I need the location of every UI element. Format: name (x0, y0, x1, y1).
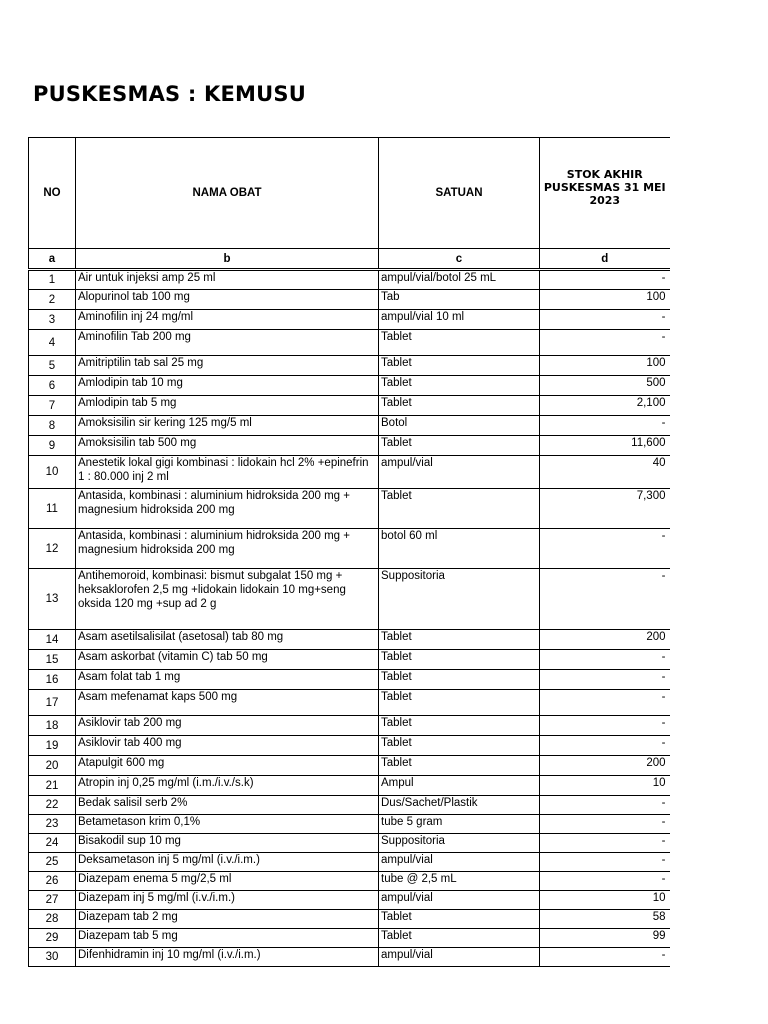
letter-row (29, 249, 670, 270)
cell-no: 23 (29, 815, 76, 834)
table-row (29, 569, 670, 630)
cell-satuan: Tablet (379, 650, 540, 670)
cell-no: 4 (29, 330, 76, 356)
table-row (29, 853, 670, 872)
cell-satuan: ampul/vial (379, 853, 540, 872)
cell-nama-obat: Asam mefenamat kaps 500 mg (76, 690, 379, 716)
table-row (29, 650, 670, 670)
cell-nama-obat: Asam asetilsalisilat (asetosal) tab 80 mg (76, 630, 379, 650)
cell-stok: 99 (540, 929, 670, 948)
cell-stok: - (540, 872, 670, 891)
cell-no: 8 (29, 416, 76, 436)
table-row (29, 948, 670, 967)
cell-no: 28 (29, 910, 76, 929)
cell-no: 26 (29, 872, 76, 891)
cell-stok: - (540, 716, 670, 736)
cell-no: 10 (29, 456, 76, 489)
cell-nama-obat: Anestetik lokal gigi kombinasi : lidokain hcl 2% +epinefrin 1 : 80.000 inj 2 ml (76, 456, 379, 489)
cell-satuan: Tablet (379, 396, 540, 416)
table-row (29, 736, 670, 756)
cell-satuan: Ampul (379, 776, 540, 796)
cell-no: 2 (29, 290, 76, 310)
cell-stok: 200 (540, 756, 670, 776)
cell-stok: 500 (540, 376, 670, 396)
cell-nama-obat: Asiklovir tab 400 mg (76, 736, 379, 756)
cell-no: 15 (29, 650, 76, 670)
cell-no: 21 (29, 776, 76, 796)
cell-satuan: Tablet (379, 630, 540, 650)
table-row (29, 796, 670, 815)
cell-stok: - (540, 529, 670, 569)
table-row (29, 872, 670, 891)
cell-satuan: Suppositoria (379, 834, 540, 853)
cell-nama-obat: Asam folat tab 1 mg (76, 670, 379, 690)
table-row (29, 436, 670, 456)
cell-satuan: Tablet (379, 736, 540, 756)
cell-nama-obat: Asiklovir tab 200 mg (76, 716, 379, 736)
cell-nama-obat: Amlodipin tab 10 mg (76, 376, 379, 396)
cell-stok: - (540, 650, 670, 670)
cell-stok: - (540, 736, 670, 756)
cell-no: 19 (29, 736, 76, 756)
cell-no: 24 (29, 834, 76, 853)
table-row (29, 356, 670, 376)
cell-nama-obat: Diazepam tab 2 mg (76, 910, 379, 929)
cell-satuan: Tablet (379, 716, 540, 736)
cell-nama-obat: Atapulgit 600 mg (76, 756, 379, 776)
cell-nama-obat: Aminofilin inj 24 mg/ml (76, 310, 379, 330)
cell-no: 6 (29, 376, 76, 396)
table-row (29, 290, 670, 310)
col-letter-a: a (29, 249, 76, 270)
cell-no: 30 (29, 948, 76, 967)
cell-stok: 10 (540, 776, 670, 796)
cell-stok: 40 (540, 456, 670, 489)
cell-satuan: ampul/vial (379, 456, 540, 489)
cell-satuan: Tablet (379, 330, 540, 356)
col-letter-b: b (76, 249, 379, 270)
cell-stok: - (540, 416, 670, 436)
cell-nama-obat: Air untuk injeksi amp 25 ml (76, 270, 379, 290)
cell-no: 11 (29, 489, 76, 529)
col-header-satuan: SATUAN (379, 138, 540, 249)
cell-no: 16 (29, 670, 76, 690)
cell-nama-obat: Bisakodil sup 10 mg (76, 834, 379, 853)
cell-stok: 100 (540, 356, 670, 376)
cell-no: 1 (29, 270, 76, 290)
cell-stok: - (540, 815, 670, 834)
cell-no: 3 (29, 310, 76, 330)
table-row (29, 910, 670, 929)
cell-stok: 7,300 (540, 489, 670, 529)
cell-satuan: tube @ 2,5 mL (379, 872, 540, 891)
cell-satuan: Dus/Sachet/Plastik (379, 796, 540, 815)
cell-satuan: botol 60 ml (379, 529, 540, 569)
cell-stok: 11,600 (540, 436, 670, 456)
cell-satuan: Suppositoria (379, 569, 540, 630)
cell-nama-obat: Amoksisilin tab 500 mg (76, 436, 379, 456)
cell-satuan: Tab (379, 290, 540, 310)
table-row (29, 716, 670, 736)
cell-stok: - (540, 330, 670, 356)
cell-nama-obat: Amlodipin tab 5 mg (76, 396, 379, 416)
cell-stok: - (540, 948, 670, 967)
cell-nama-obat: Diazepam tab 5 mg (76, 929, 379, 948)
col-header-nama-obat: NAMA OBAT (76, 138, 379, 249)
cell-nama-obat: Deksametason inj 5 mg/ml (i.v./i.m.) (76, 853, 379, 872)
cell-stok: - (540, 834, 670, 853)
cell-nama-obat: Bedak salisil serb 2% (76, 796, 379, 815)
table-row (29, 756, 670, 776)
cell-nama-obat: Atropin inj 0,25 mg/ml (i.m./i.v./s.k) (76, 776, 379, 796)
cell-nama-obat: Difenhidramin inj 10 mg/ml (i.v./i.m.) (76, 948, 379, 967)
table-row (29, 815, 670, 834)
cell-stok: 58 (540, 910, 670, 929)
cell-satuan: Tablet (379, 756, 540, 776)
table-row (29, 330, 670, 356)
table-row (29, 929, 670, 948)
cell-no: 13 (29, 569, 76, 630)
cell-stok: - (540, 796, 670, 815)
header-row (29, 138, 670, 249)
cell-satuan: ampul/vial 10 ml (379, 310, 540, 330)
cell-stok: 100 (540, 290, 670, 310)
cell-no: 25 (29, 853, 76, 872)
cell-nama-obat: Amoksisilin sir kering 125 mg/5 ml (76, 416, 379, 436)
cell-stok: - (540, 569, 670, 630)
cell-no: 12 (29, 529, 76, 569)
cell-no: 5 (29, 356, 76, 376)
cell-satuan: Tablet (379, 690, 540, 716)
cell-nama-obat: Antihemoroid, kombinasi: bismut subgalat 150 mg + heksaklorofen 2,5 mg +lidokain lidokain 10 mg+seng oksida 120 mg +sup ad 2 g (76, 569, 379, 630)
stock-table (28, 137, 670, 967)
table-row (29, 690, 670, 716)
cell-no: 27 (29, 891, 76, 910)
cell-nama-obat: Alopurinol tab 100 mg (76, 290, 379, 310)
cell-nama-obat: Betametason krim 0,1% (76, 815, 379, 834)
table-row (29, 270, 670, 290)
cell-no: 18 (29, 716, 76, 736)
cell-no: 7 (29, 396, 76, 416)
table-row (29, 670, 670, 690)
cell-no: 22 (29, 796, 76, 815)
col-header-no: NO (29, 138, 76, 249)
table-row (29, 416, 670, 436)
cell-nama-obat: Antasida, kombinasi : aluminium hidroksida 200 mg + magnesium hidroksida 200 mg (76, 529, 379, 569)
cell-satuan: Tablet (379, 356, 540, 376)
table-row (29, 456, 670, 489)
cell-satuan: tube 5 gram (379, 815, 540, 834)
cell-no: 29 (29, 929, 76, 948)
cell-satuan: ampul/vial (379, 891, 540, 910)
table-row (29, 396, 670, 416)
cell-satuan: Tablet (379, 436, 540, 456)
cell-nama-obat: Amitriptilin tab sal 25 mg (76, 356, 379, 376)
cell-no: 17 (29, 690, 76, 716)
cell-stok: 2,100 (540, 396, 670, 416)
cell-stok: - (540, 670, 670, 690)
cell-stok: - (540, 690, 670, 716)
cell-satuan: Tablet (379, 376, 540, 396)
cell-stok: - (540, 853, 670, 872)
cell-nama-obat: Asam askorbat (vitamin C) tab 50 mg (76, 650, 379, 670)
table-row (29, 529, 670, 569)
cell-no: 14 (29, 630, 76, 650)
cell-satuan: Tablet (379, 489, 540, 529)
cell-satuan: Botol (379, 416, 540, 436)
table-row (29, 834, 670, 853)
table-row (29, 776, 670, 796)
table-row (29, 376, 670, 396)
cell-no: 20 (29, 756, 76, 776)
cell-satuan: Tablet (379, 910, 540, 929)
table-row (29, 310, 670, 330)
cell-stok: 10 (540, 891, 670, 910)
cell-satuan: ampul/vial (379, 948, 540, 967)
cell-satuan: Tablet (379, 929, 540, 948)
cell-stok: - (540, 270, 670, 290)
cell-nama-obat: Diazepam enema 5 mg/2,5 ml (76, 872, 379, 891)
col-letter-c: c (379, 249, 540, 270)
cell-no: 9 (29, 436, 76, 456)
cell-nama-obat: Diazepam inj 5 mg/ml (i.v./i.m.) (76, 891, 379, 910)
table-row (29, 489, 670, 529)
cell-satuan: ampul/vial/botol 25 mL (379, 270, 540, 290)
col-header-stok-akhir: STOK AKHIR PUSKESMAS 31 MEI 2023 (540, 138, 670, 249)
cell-stok: 200 (540, 630, 670, 650)
table-row (29, 630, 670, 650)
table-row (29, 891, 670, 910)
page-title: PUSKESMAS : KEMUSU (33, 82, 306, 106)
cell-nama-obat: Antasida, kombinasi : aluminium hidroksida 200 mg + magnesium hidroksida 200 mg (76, 489, 379, 529)
col-letter-d: d (540, 249, 670, 270)
cell-nama-obat: Aminofilin Tab 200 mg (76, 330, 379, 356)
cell-stok: - (540, 310, 670, 330)
cell-satuan: Tablet (379, 670, 540, 690)
